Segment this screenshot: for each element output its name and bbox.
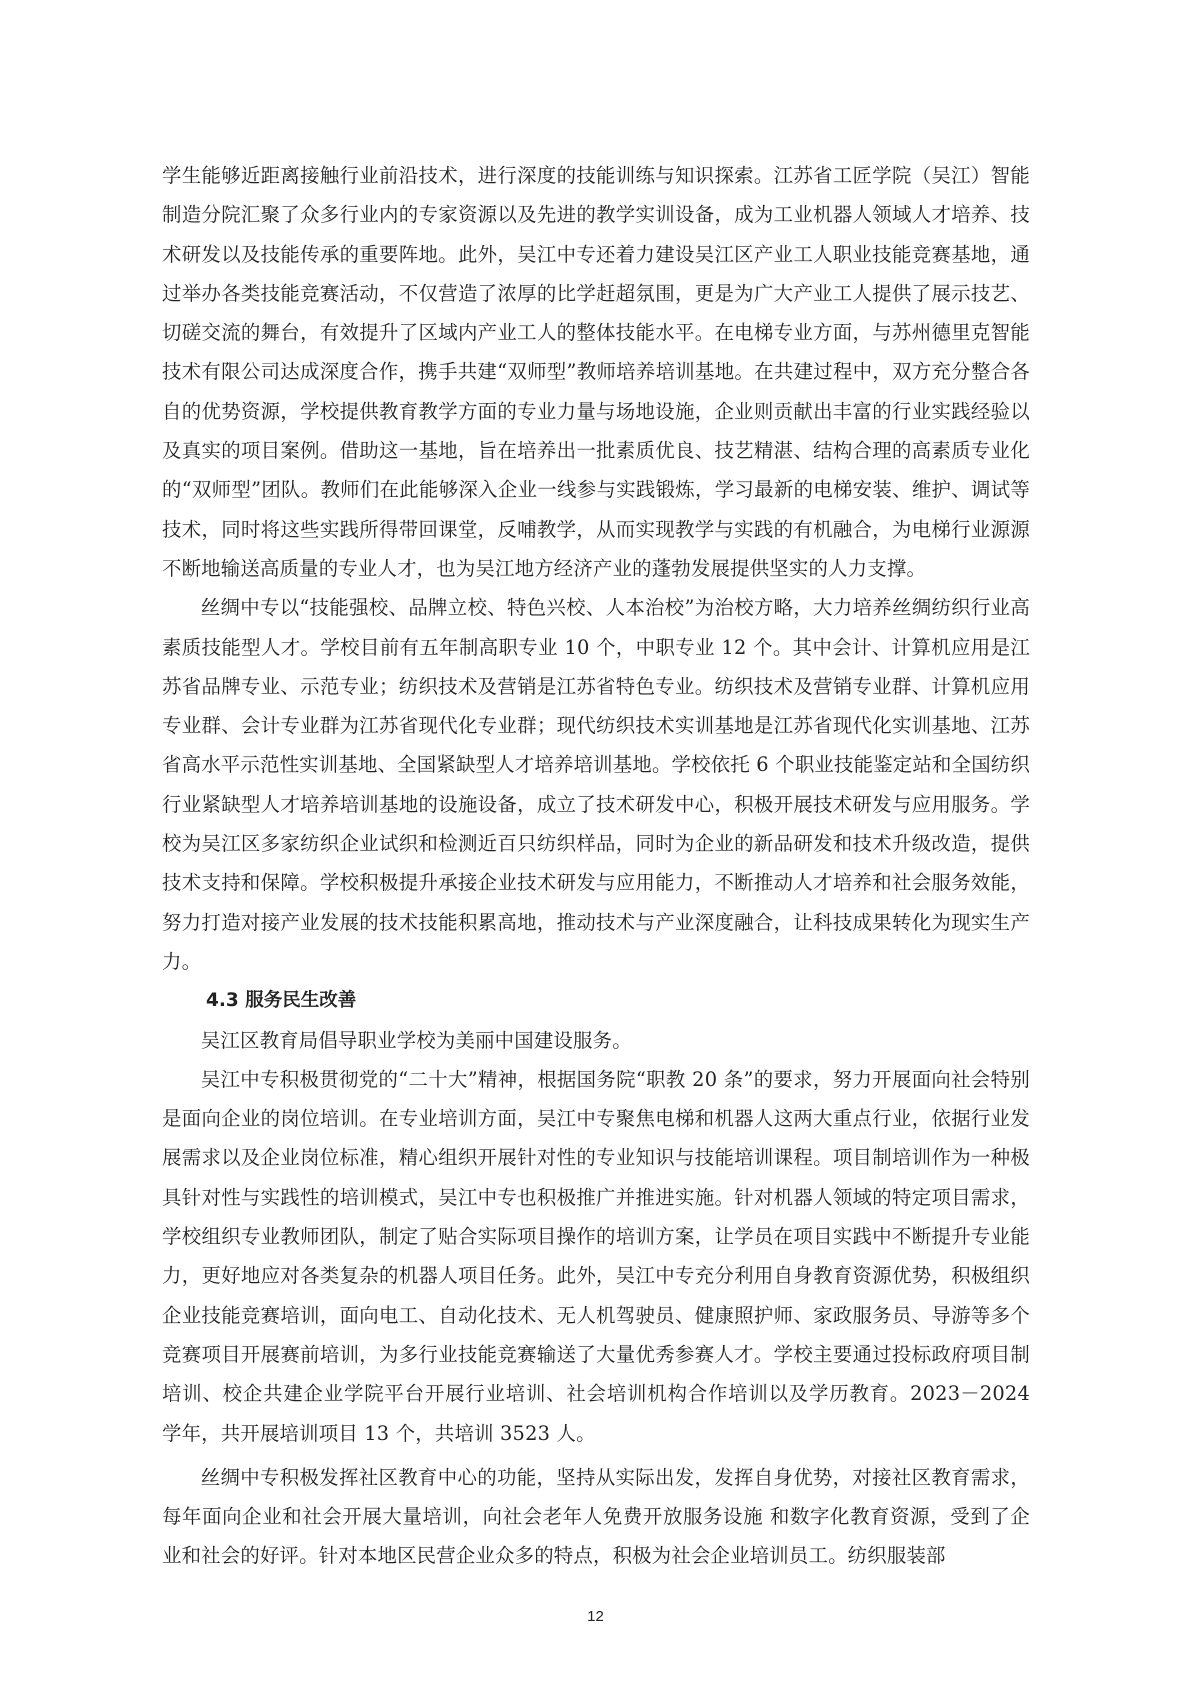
paragraph-education-bureau: 吴江区教育局倡导职业学校为美丽中国建设服务。	[200, 1028, 632, 1052]
page-number: 12	[587, 1608, 604, 1625]
paragraph-silk-community-education: 丝绸中专积极发挥社区教育中心的功能，坚持从实际出发，发挥自身优势，对接社区教育需求，每年面向企业和社会开展大量培训，向社会老年人免费开放服务设施 和数字化教育资源，受到了企业和社会的好评。针对本地区民营企业众多的特点，积极为社会企业培训员工。纺织服装部	[162, 1465, 1030, 1568]
paragraph-wujiang-social-training: 吴江中专积极贯彻党的“二十大”精神，根据国务院“职教 20 条”的要求，努力开展面向社会特别是面向企业的岗位培训。在专业培训方面，吴江中专聚焦电梯和机器人这两大重点行业，依据行业发展需求以及企业岗位标准，精心组织开展针对性的专业知识与技能培训课程。项目制培训作为一种极具针对性与实践性的培训模式，吴江中专也积极推广并推进实施。针对机器人领域的特定项目需求，学校组织专业教师团队，制定了贴合实际项目操作的培训方案，让学员在项目实践中不断提升专业能力，更好地应对各类复杂的机器人项目任务。此外，吴江中专充分利用自身教育资源优势，积极组织企业技能竞赛培训，面向电工、自动化技术、无人机驾驶员、健康照护师、家政服务员、导游等多个竞赛项目开展赛前培训，为多行业技能竞赛输送了大量优秀参赛人才。学校主要通过投标政府项目制培训、校企共建企业学院平台开展行业培训、社会培训机构合作培训以及学历教育。2023－2024 学年，共开展培训项目 13 个，共培训 3523 人。	[162, 1067, 1030, 1445]
paragraph-wujiang-training-bases: 学生能够近距离接触行业前沿技术，进行深度的技能训练与知识探索。江苏省工匠学院（吴江）智能制造分院汇聚了众多行业内的专家资源以及先进的教学实训设备，成为工业机器人领域人才培养、技术研发以及技能传承的重要阵地。此外，吴江中专还着力建设吴江区产业工人职业技能竞赛基地，通过举办各类技能竞赛活动，不仅营造了浓厚的比学赶超氛围，更是为广大产业工人提供了展示技艺、切磋交流的舞台，有效提升了区域内产业工人的整体技能水平。在电梯专业方面，与苏州德里克智能技术有限公司达成深度合作，携手共建“双师型”教师培养培训基地。在共建过程中，双方充分整合各自的优势资源，学校提供教育教学方面的专业力量与场地设施，企业则贡献出丰富的行业实践经验以及真实的项目案例。借助这一基地，旨在培养出一批素质优良、技艺精湛、结构合理的高素质专业化的“双师型”团队。教师们在此能够深入企业一线参与实践锻炼，学习最新的电梯安装、维护、调试等技术，同时将这些实践所得带回课堂，反哺教学，从而实现教学与实践的有机融合，为电梯行业源源不断地输送高质量的专业人才，也为吴江地方经济产业的蓬勃发展提供坚实的人力支撑。	[162, 164, 1030, 580]
section-heading: 4.3 服务民生改善	[206, 990, 357, 1012]
paragraph-silk-school-strategy: 丝绸中专以“技能强校、品牌立校、特色兴校、人本治校”为治校方略，大力培养丝绸纺织行业高素质技能型人才。学校目前有五年制高职专业 10 个，中职专业 12 个。其中会计、计算机应用是江苏省品牌专业、示范专业；纺织技术及营销是江苏省特色专业。纺织技术及营销专业群、计算机应用专业群、会计专业群为江苏省现代化专业群；现代纺织技术实训基地是江苏省现代化实训基地、江苏省高水平示范性实训基地、全国紧缺型人才培养培训基地。学校依托 6 个职业技能鉴定站和全国纺织行业紧缺型人才培养培训基地的设施设备，成立了技术研发中心，积极开展技术研发与应用服务。学校为吴江区多家纺织企业试织和检测近百只纺织样品，同时为企业的新品研发和技术升级改造，提供技术支持和保障。学校积极提升承接企业技术研发与应用能力，不断推动人才培养和社会服务效能，努力打造对接产业发展的技术技能积累高地，推动技术与产业深度融合，让科技成果转化为现实生产力。	[162, 596, 1030, 973]
document-body	[162, 156, 1030, 1576]
